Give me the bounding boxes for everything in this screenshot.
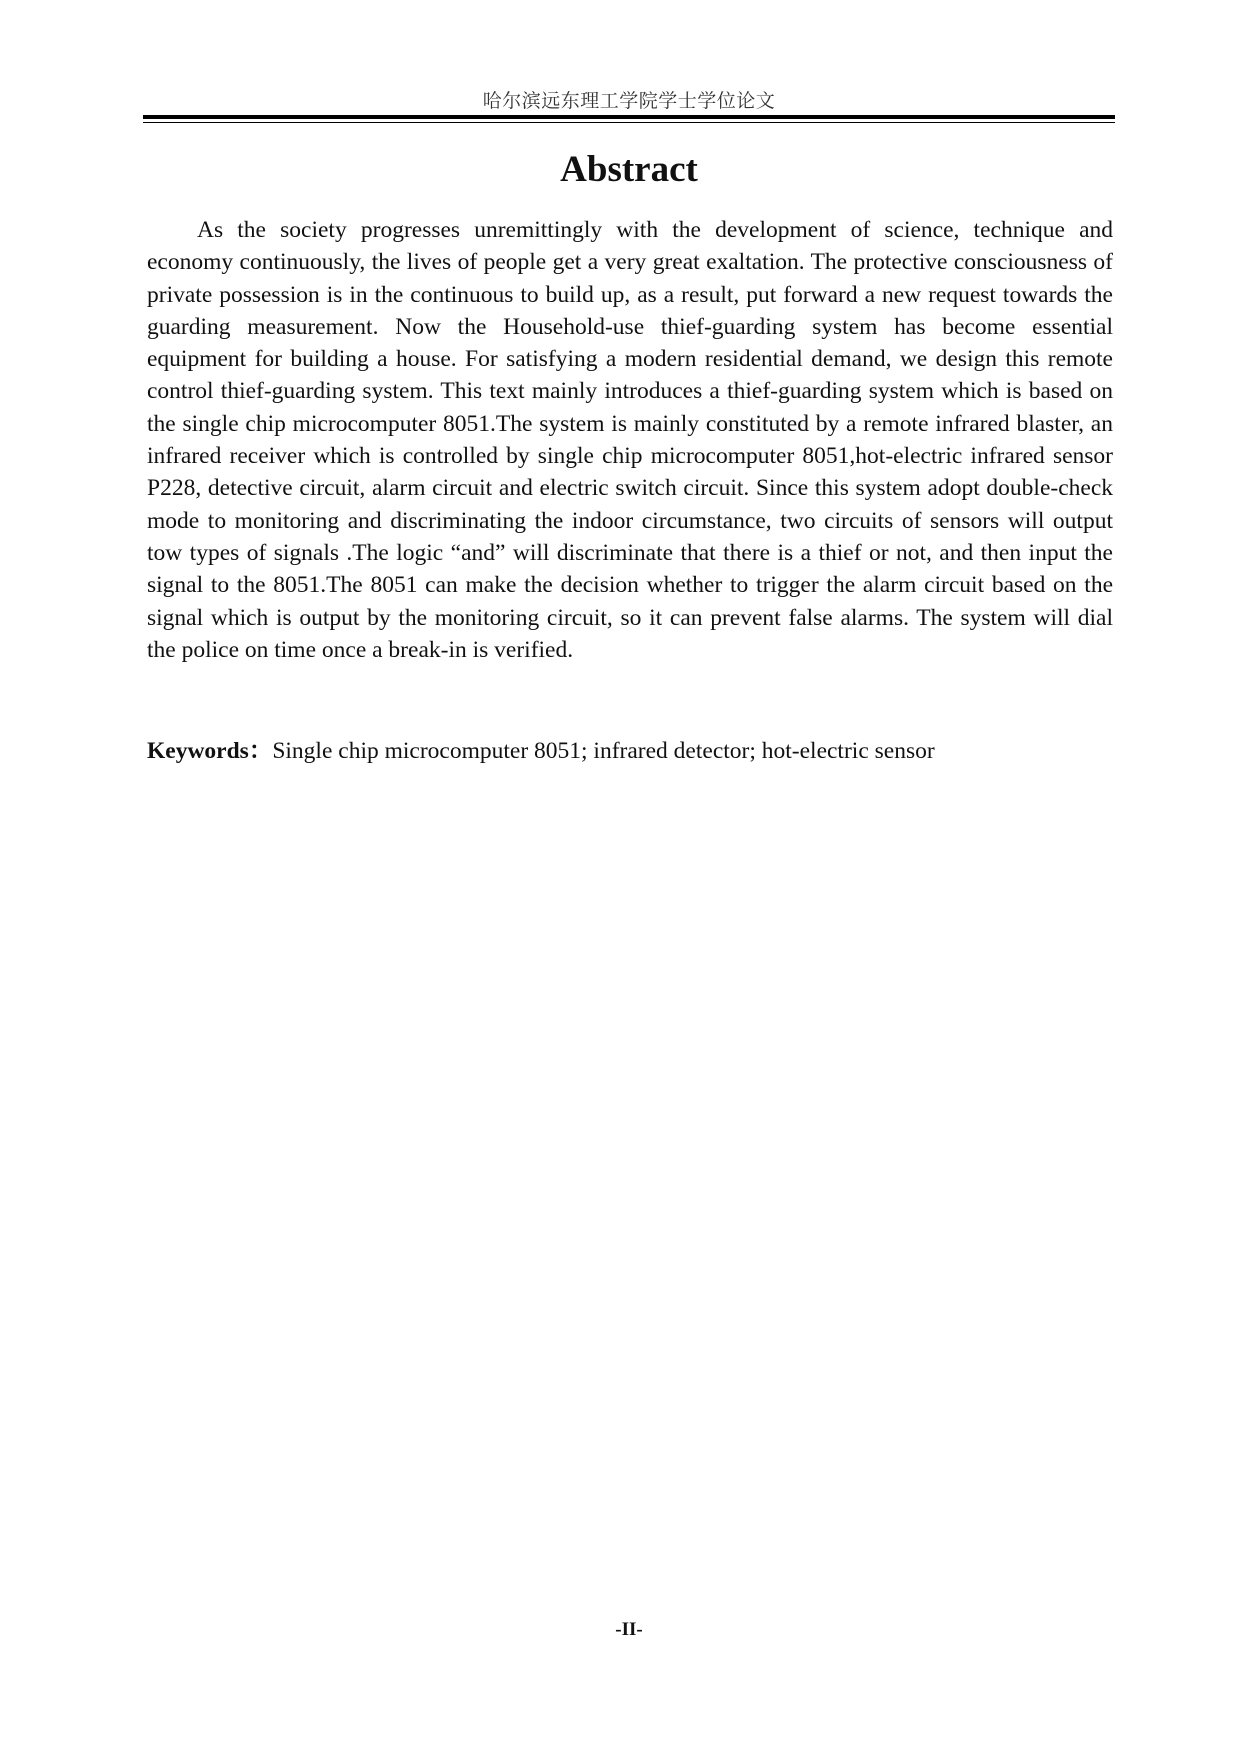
keywords-text: Single chip microcomputer 8051; infrared detector; hot-electric sensor xyxy=(272,738,935,764)
header-rule-thin xyxy=(143,122,1115,123)
header-rule-thick xyxy=(143,115,1115,119)
page-title: Abstract xyxy=(560,149,698,190)
keywords-line xyxy=(147,735,1113,767)
abstract-paragraph: As the society progresses unremittingly with the development of science, technique and economy continuously, the lives of people get a very great exaltation. The protective consciousness of private possession is in the continuous to build up, as a result, put forward a new request towards the guarding measurement. Now the Household-use thief-guarding system has become essential equipment for building a house. For satisfying a modern residential demand, we design this remote control thief-guarding system. This text mainly introduces a thief-guarding system which is based on the single chip microcomputer 8051.The system is mainly constituted by a remote infrared blaster, an infrared receiver which is controlled by single chip microcomputer 8051,hot-electric infrared sensor P228, detective circuit, alarm circuit and electric switch circuit. Since this system adopt double-check mode to monitoring and discriminating the indoor circumstance, two circuits of sensors will output tow types of signals .The logic “and” will discriminate that there is a thief or not, and then input the signal to the 8051.The 8051 can make the decision whether to trigger the alarm circuit based on the signal which is output by the monitoring circuit, so it can prevent false alarms. The system will dial the police on time once a break-in is verified. xyxy=(147,217,1113,663)
running-header: 哈尔滨远东理工学院学士学位论文 xyxy=(482,90,776,112)
keywords-label: Keywords： xyxy=(147,738,273,764)
page-number: -II- xyxy=(615,1619,643,1640)
